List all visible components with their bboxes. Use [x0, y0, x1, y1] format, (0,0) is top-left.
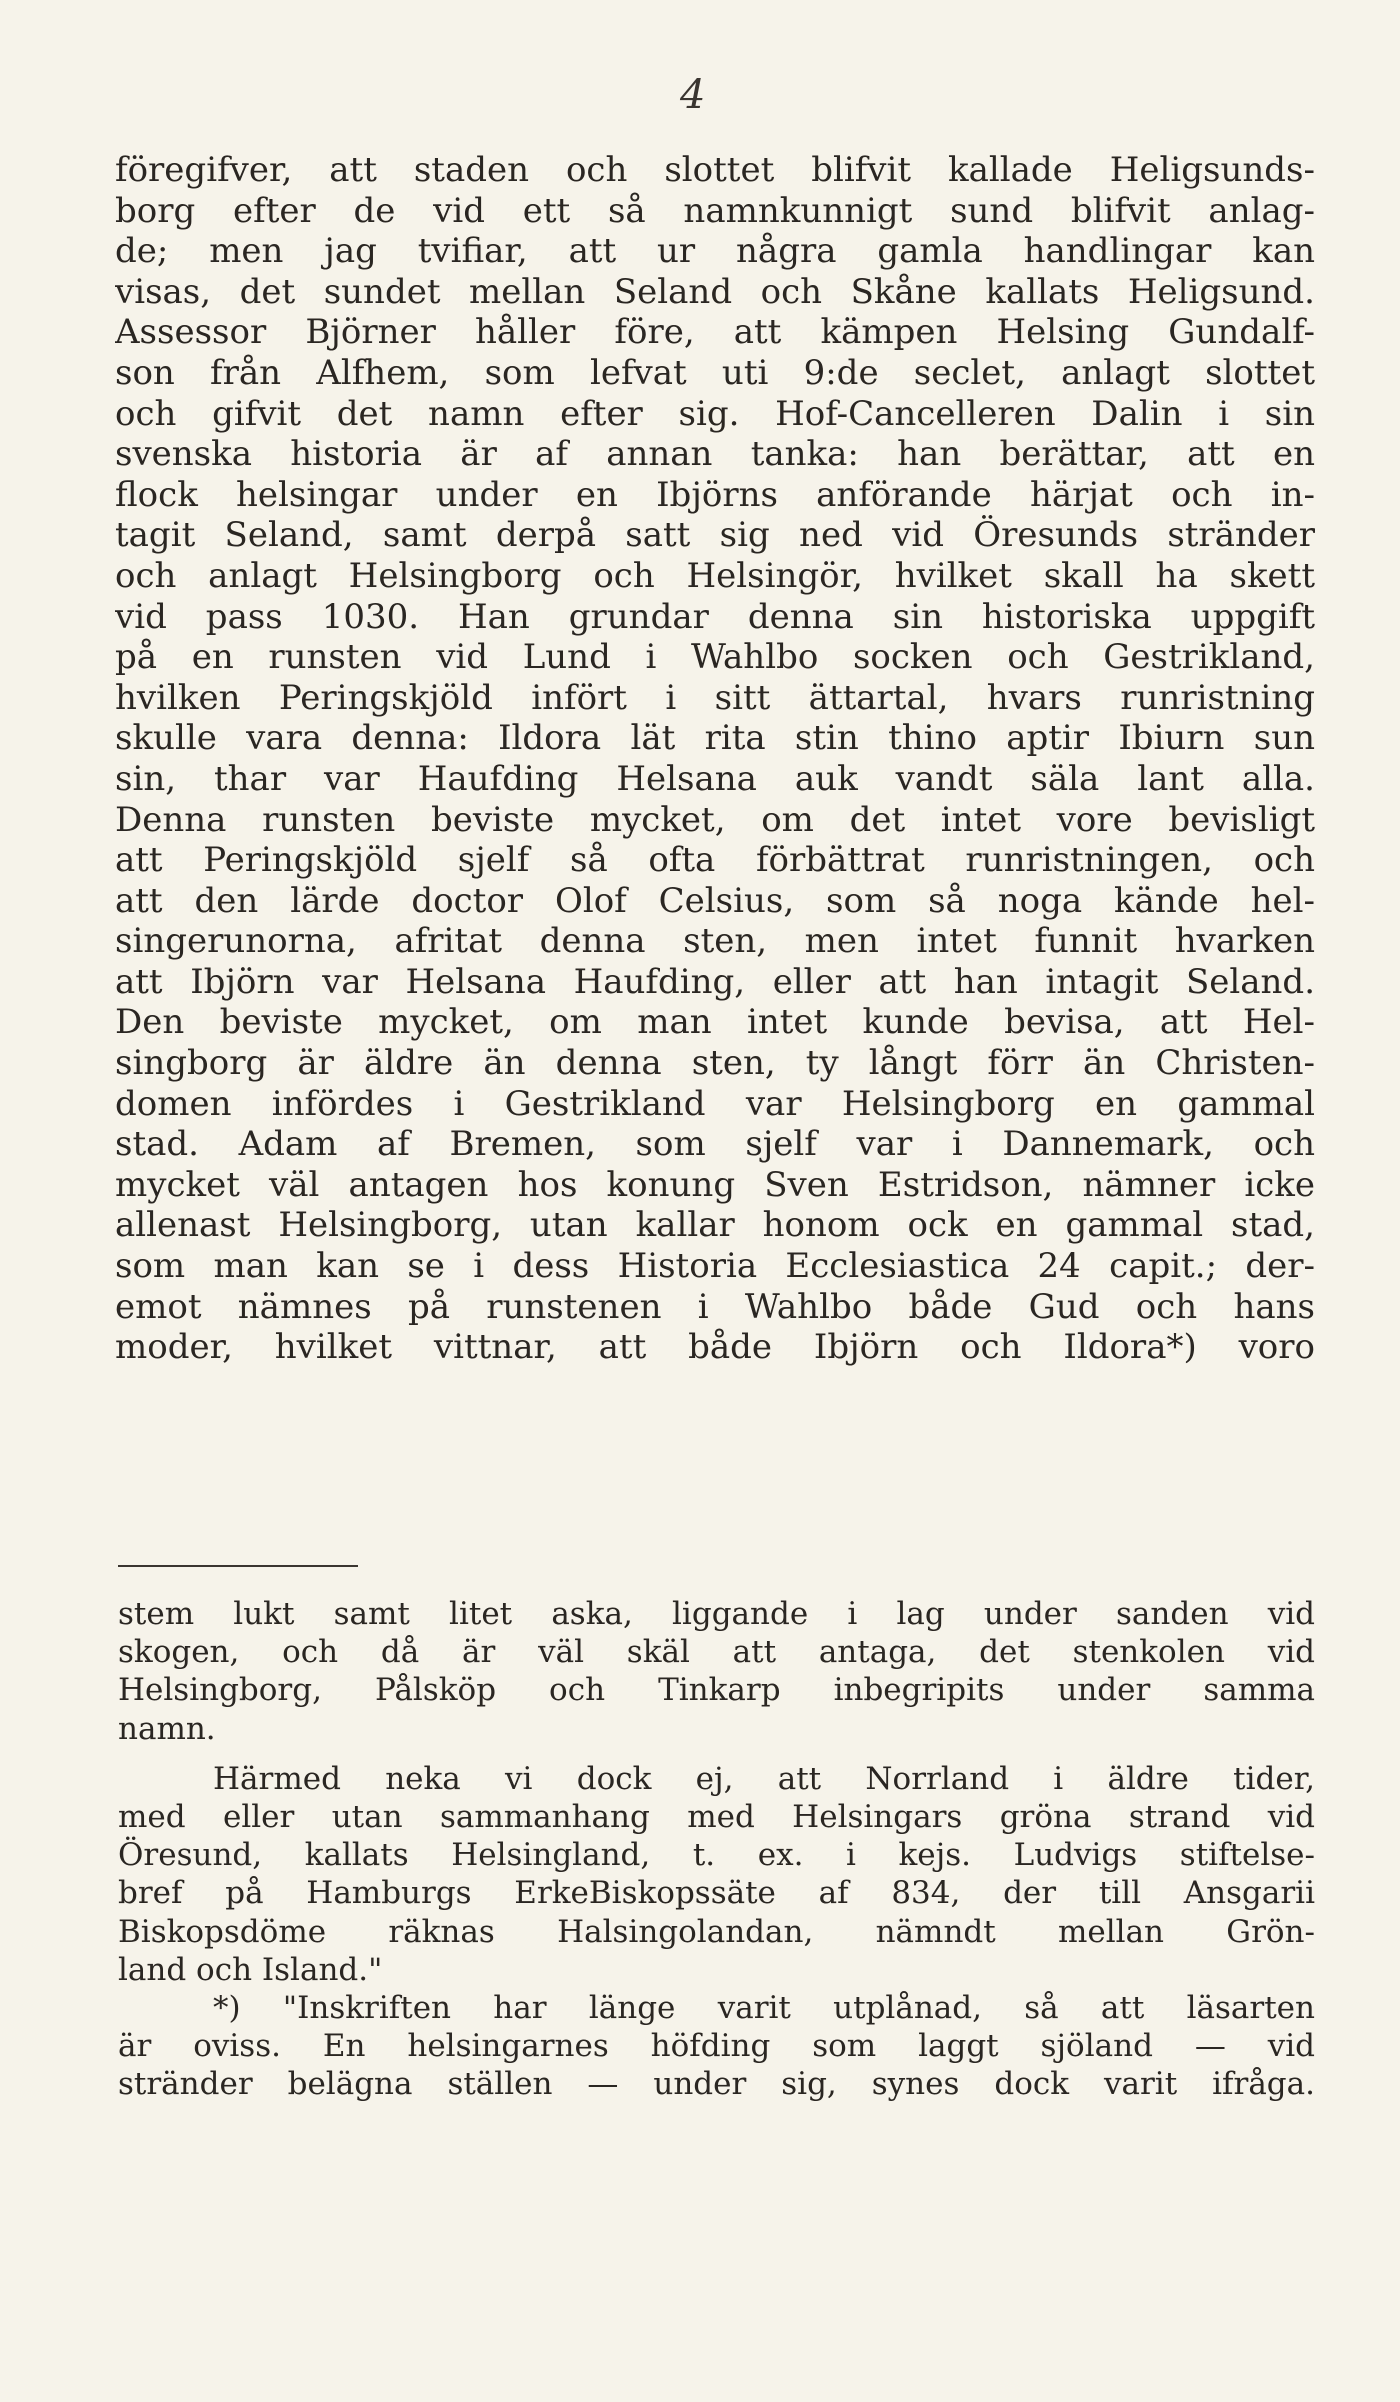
- text-line: Assessor Björner håller före, att kämpen Helsing Gundalf-: [115, 312, 1315, 353]
- text-line: son från Alfhem, som lefvat uti 9:de seclet, anlagt slottet: [115, 352, 1315, 393]
- text-line: att den lärde doctor Olof Celsius, som så noga kände hel-: [115, 880, 1315, 921]
- text-line: stad. Adam af Bremen, som sjelf var i Dannemark, och: [115, 1124, 1315, 1165]
- text-line: Denna runsten beviste mycket, om det intet vore bevisligt: [115, 799, 1315, 840]
- footnote-line: är oviss. En helsingarnes höfding som laggt sjöland — vid: [118, 2028, 1315, 2065]
- text-line: domen infördes i Gestrikland var Helsingborg en gammal: [115, 1083, 1315, 1124]
- text-line: emot nämnes på runstenen i Wahlbo både Gud och hans: [115, 1286, 1315, 1327]
- text-line: mycket väl antagen hos konung Sven Estridson, nämner icke: [115, 1164, 1315, 1205]
- text-line: allenast Helsingborg, utan kallar honom ock en gammal stad,: [115, 1205, 1315, 1246]
- footnote-line: Öresund, kallats Helsingland, t. ex. i kejs. Ludvigs stiftelse-: [118, 1837, 1315, 1874]
- page-number: 4: [680, 72, 706, 118]
- footnote-line: med eller utan sammanhang med Helsingars gröna strand vid: [118, 1798, 1315, 1835]
- footnote-line: stem lukt samt litet aska, liggande i lag under sanden vid: [118, 1596, 1315, 1632]
- main-text-block: [115, 150, 1315, 1368]
- footnote-divider: [118, 1565, 358, 1567]
- text-line: singborg är äldre än denna sten, ty långt förr än Christen-: [115, 1043, 1315, 1084]
- footnote-line: Härmed neka vi dock ej, att Norrland i äldre tider,: [213, 1760, 1315, 1797]
- footnote-line: *) "Inskriften har länge varit utplånad, så att läsarten: [213, 1989, 1315, 2026]
- footnote-line: bref på Hamburgs ErkeBiskopssäte af 834, der till Ansgarii: [118, 1875, 1315, 1912]
- footnote-line: skogen, och då är väl skäl att antaga, det stenkolen vid: [118, 1634, 1315, 1671]
- footnote-line: Biskopsdöme räknas Halsingolandan, nämndt mellan Grön-: [118, 1913, 1315, 1950]
- text-line: sin, thar var Haufding Helsana auk vandt säla lant alla.: [115, 758, 1315, 799]
- text-line: moder, hvilket vittnar, att både Ibjörn och Ildora*) voro: [115, 1327, 1315, 1368]
- text-line: vid pass 1030. Han grundar denna sin historiska uppgift: [115, 596, 1315, 637]
- text-line: som man kan se i dess Historia Ecclesiastica 24 capit.; der-: [115, 1246, 1315, 1287]
- footnote-line: stränder belägna ställen — under sig, synes dock varit ifråga.: [118, 2066, 1315, 2103]
- footnote-block: [118, 1595, 1315, 2103]
- footnote-line: land och Island.": [118, 1951, 383, 1988]
- text-line: tagit Seland, samt derpå satt sig ned vid Öresunds stränder: [115, 515, 1315, 556]
- text-line: hvilken Peringskjöld infört i sitt ättartal, hvars runristning: [115, 677, 1315, 718]
- text-line: på en runsten vid Lund i Wahlbo socken och Gestrikland,: [115, 637, 1315, 678]
- text-line: borg efter de vid ett så namnkunnigt sund blifvit anlag-: [115, 190, 1315, 231]
- text-line: och gifvit det namn efter sig. Hof-Cancelleren Dalin i sin: [115, 393, 1315, 434]
- text-line: svenska historia är af annan tanka: han berättar, att en: [115, 434, 1315, 475]
- text-line: Den beviste mycket, om man intet kunde bevisa, att Hel-: [115, 1002, 1315, 1043]
- text-line: och anlagt Helsingborg och Helsingör, hvilket skall ha skett: [115, 555, 1315, 596]
- text-line: flock helsingar under en Ibjörns anförande härjat och in-: [115, 474, 1315, 515]
- text-line: singerunorna, afritat denna sten, men intet funnit hvarken: [115, 921, 1315, 962]
- text-line: visas, det sundet mellan Seland och Skåne kallats Heligsund.: [115, 271, 1315, 312]
- text-line: de; men jag tvifiar, att ur några gamla handlingar kan: [115, 231, 1315, 272]
- text-line: att Ibjörn var Helsana Haufding, eller att han intagit Seland.: [115, 961, 1315, 1002]
- footnote-line: namn.: [118, 1710, 216, 1747]
- text-line: att Peringskjöld sjelf så ofta förbättrat runristningen, och: [115, 840, 1315, 881]
- text-line: skulle vara denna: Ildora lät rita stin thino aptir Ibiurn sun: [115, 718, 1315, 759]
- text-line: föregifver, att staden och slottet blifvit kallade Heligsunds-: [115, 150, 1315, 190]
- footnote-line: Helsingborg, Pålsköp och Tinkarp inbegripits under samma: [118, 1672, 1315, 1709]
